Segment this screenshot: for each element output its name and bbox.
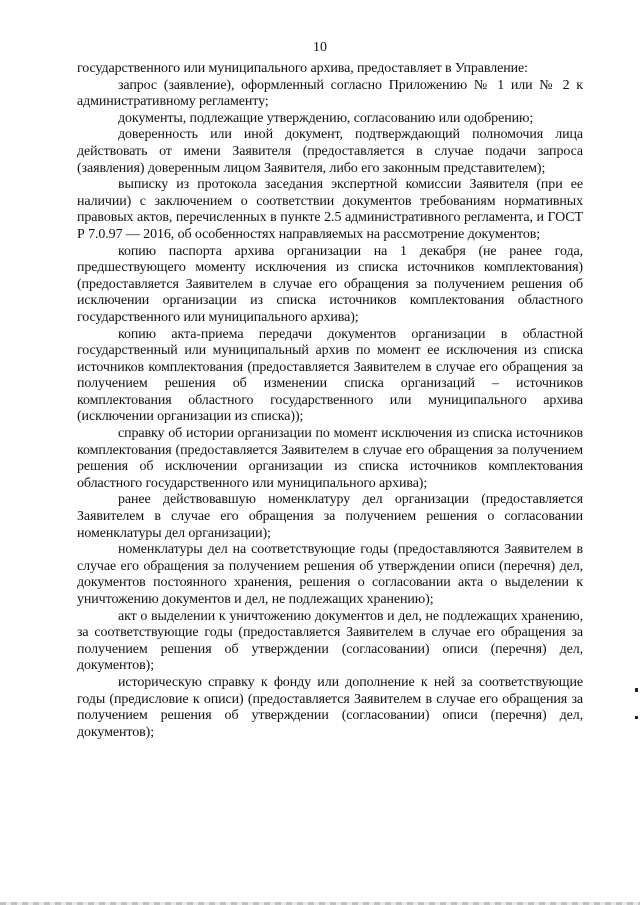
paragraph-nomenclatures-by-year: номенклатуры дел на соответствующие годы (предоставляются Заявителем в случае его обращения за получением решения об утверждении описи (перечня) дел, документов постоянного хранения, решения о согласовании акта о выделении к уничтожению документов и дел, не подлежащих хранению); (77, 542, 583, 607)
scan-artifact-mark (635, 688, 638, 692)
paragraph-request: запрос (заявление), оформленный согласно Приложению № 1 или № 2 к административному регламенту; (77, 77, 583, 110)
paragraph-documents-for-approval: документы, подлежащие утверждению, согласованию или одобрению; (118, 110, 534, 126)
page-number: 10 (313, 40, 327, 55)
paragraph-destruction-act: акт о выделении к уничтожению документов и дел, не подлежащих хранению, за соответствующие годы (предоставляется Заявителем в случае его обращения за получением решения об утверждении (согласовании) описи (перечня) дел, документов); (77, 608, 583, 674)
paragraph-power-of-attorney: доверенность или иной документ, подтверждающий полномочия лица действовать от имени Заявителя (предоставляется в случае подачи запроса (заявления) доверенным лицом Заявителя, либо его законным представителем); (77, 127, 583, 176)
paragraph-protocol-extract: выписку из протокола заседания экспертной комиссии Заявителя (при ее наличии) с заключением о соответствии документов требованиям нормативных правовых актов, перечисленных в пункте 2.5 административного регламента, и ГОСТ Р 7.0.97 — 2016, об особенностях направляемых на рассмотрение документов; (77, 177, 583, 242)
paragraph-previous-nomenclature: ранее действовавшую номенклатуру дел организации (предоставляется Заявителем в случае его обращения за получением решения о согласовании номенклатуры дел организации); (77, 492, 583, 541)
paragraph-historical-note: историческую справку к фонду или дополнение к ней за соответствующие годы (предисловие к описи) (предоставляется Заявителем в случае его обращения за получением решения об утверждении (согласовании) описи (перечня) дел, документов); (77, 674, 583, 740)
document-body (77, 61, 583, 741)
paragraph-archive-passport-copy: копию паспорта архива организации на 1 декабря (не ранее года, предшествующего моменту исключения из списка источников комплектования) (предоставляется Заявителем в случае его обращения за получением решения об исключении организации из списка источников комплектования областного государственного или муниципального архива); (77, 243, 583, 325)
paragraph-transfer-act-copy: копию акта-приема передачи документов организации в областной государственный или муниципальный архив по момент ее исключения из списка источников комплектования (предоставляется Заявителем в случае его обращения за получением решения об изменении списка организаций – источников комплектования областного государственного или муниципального архива (исключении организации из списка)); (77, 326, 583, 425)
paragraph-organization-history: справку об истории организации по момент исключения из списка источников комплектования (предоставляется Заявителем в случае его обращения за получением решения об исключении организации из списка источников комплектования областного государственного или муниципального архива); (77, 426, 583, 491)
paragraph-intro-continuation: государственного или муниципального архива, предоставляет в Управление: (77, 61, 528, 76)
scan-artifact-mark (635, 716, 638, 719)
